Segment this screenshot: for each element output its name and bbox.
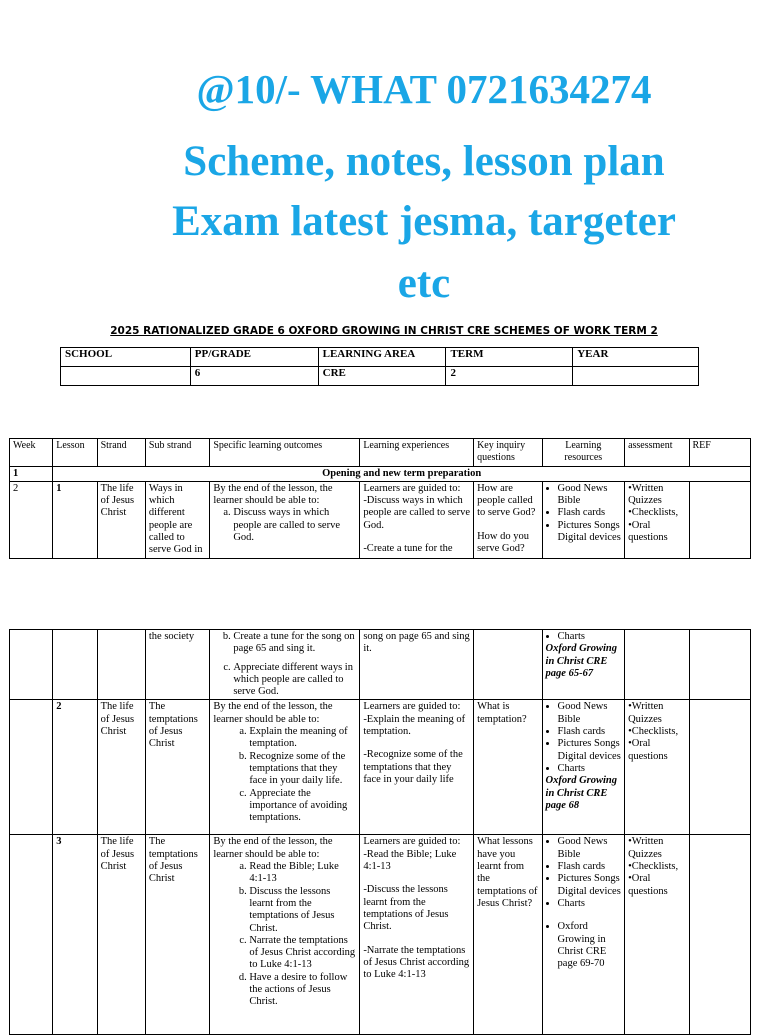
- promo-line-phone: @10/- WHAT 0721634274: [196, 66, 652, 112]
- promo-line-etc: etc: [397, 260, 451, 307]
- header-inquiry: Key inquiry questions: [474, 439, 542, 467]
- lesson1-resource-book: Oxford Growing in Christ CRE page 65-67: [545, 643, 618, 679]
- document-title: 2025 RATIONALIZED GRADE 6 OXFORD GROWING IN CHRIST CRE SCHEMES OF WORK TERM 2: [110, 325, 658, 337]
- term-label: TERM: [446, 348, 573, 367]
- lesson3-outcomes-intro: By the end of the lesson, the learner should be able to:: [213, 836, 333, 860]
- scheme-table-part1: [9, 438, 751, 559]
- lesson1-inquiry: [474, 481, 542, 558]
- week1-row: [10, 466, 751, 481]
- lesson1-substrand-cont: the society: [145, 630, 209, 700]
- lesson3-outcome-b: b. Discuss the lessons learnt from the temptations of Jesus Christ.: [249, 886, 356, 935]
- lesson1-inquiry-1: How are people called to serve God?: [477, 482, 536, 519]
- lesson2-substrand: The temptations of Jesus Christ: [145, 700, 209, 835]
- lesson1-outcomes-cont: [210, 630, 360, 700]
- lesson1-resource-charts: • Charts: [558, 631, 622, 643]
- lesson1-exp-tune-cont: song on page 65 and sing it.: [363, 631, 470, 655]
- header-lesson: Lesson: [53, 439, 97, 467]
- lesson1-outcome-b: b. Create a tune for the song on page 65 and sing it.: [233, 631, 356, 656]
- lesson1-ref-cont: [689, 630, 751, 700]
- grade-label: PP/GRADE: [190, 348, 318, 367]
- lesson1-ref: [689, 481, 751, 558]
- lesson1-experiences: [360, 481, 474, 558]
- lesson3-experiences: [360, 835, 474, 1035]
- lesson2-resource-bible: • Good News Bible: [558, 701, 622, 726]
- lesson1-experiences-cont: [360, 630, 474, 700]
- lesson1-assessment: [625, 481, 689, 558]
- lesson1-resources-cont: [542, 630, 625, 700]
- lesson3-exp-narrate: -Narrate the temptations of Jesus Christ according to Luke 4:1-13: [363, 944, 470, 981]
- grade-value: 6: [190, 367, 318, 386]
- lesson3-outcome-a: a. Read the Bible; Luke 4:1-13: [249, 861, 356, 886]
- lesson1-resource-flashcards: • Flash cards: [558, 507, 622, 519]
- lesson1-resources: [542, 481, 625, 558]
- lesson2-outcome-a: a. Explain the meaning of temptation.: [249, 726, 356, 751]
- school-label: SCHOOL: [61, 348, 191, 367]
- lesson1-outcome-c: c. Appreciate different ways in which people are called to serve God.: [233, 662, 356, 699]
- lesson3-resource-book: • Oxford Growing in Christ CRE page 69-70: [558, 921, 622, 970]
- lesson1-substrand: Ways in which different people are called to serve God in: [145, 481, 209, 558]
- lesson3-exp-discuss: -Discuss the lessons learnt from the temptations of Jesus Christ.: [363, 884, 449, 933]
- promo-line-exam: Exam latest jesma, targeter: [172, 198, 676, 245]
- week1-note: Opening and new term preparation: [53, 466, 751, 481]
- lesson2-row: [10, 700, 751, 835]
- lesson3-outcome-c: c. Narrate the temptations of Jesus Christ according to Luke 4:1-13: [249, 935, 356, 972]
- lesson3-resources: [542, 835, 625, 1035]
- lesson1-assess-quizzes: •Written Quizzes: [628, 482, 664, 507]
- lesson1-number-cont: [53, 630, 97, 700]
- lesson2-strand: The life of Jesus Christ: [97, 700, 145, 835]
- lesson1-resource-pictures: • Pictures Songs Digital devices: [558, 520, 622, 545]
- lesson2-assess-quizzes: •Written Quizzes: [628, 701, 664, 725]
- header-ref: REF: [689, 439, 751, 467]
- lesson3-number: 3: [53, 835, 97, 1035]
- lesson2-exp-intro: Learners are guided to:: [363, 701, 461, 713]
- header-resources: Learning resources: [542, 439, 625, 467]
- lesson1-row-part1: [10, 481, 751, 558]
- lesson2-resources: [542, 700, 625, 835]
- lesson2-assess-checklists: •Checklists,: [628, 726, 679, 738]
- lesson3-outcome-d: d. Have a desire to follow the actions of Jesus Christ.: [249, 972, 356, 1009]
- lesson1-exp-discuss: -Discuss ways in which people are called to serve God.: [363, 495, 471, 531]
- lesson1-outcome-a: a. Discuss ways in which people are called to serve God.: [233, 507, 356, 544]
- lesson1-row-part2: [10, 630, 751, 700]
- lesson3-strand: The life of Jesus Christ: [97, 835, 145, 1035]
- lesson2-experiences: [360, 700, 474, 835]
- lesson3-resource-charts: • Charts: [558, 898, 622, 910]
- lesson1-assess-oral: •Oral questions: [628, 519, 668, 544]
- year-label: YEAR: [573, 348, 699, 367]
- lesson3-inquiry: What lessons have you learnt from the temptations of Jesus Christ?: [474, 835, 542, 1035]
- header-week: Week: [10, 439, 53, 467]
- header-strand: Strand: [97, 439, 145, 467]
- lesson2-outcome-c: c. Appreciate the importance of avoiding temptations.: [249, 788, 356, 825]
- lesson2-exp-explain: -Explain the meaning of temptation.: [363, 713, 466, 738]
- lesson1-week-cont: [10, 630, 53, 700]
- lesson3-resource-pictures: • Pictures Songs Digital devices: [558, 873, 622, 898]
- header-experiences: Learning experiences: [360, 439, 474, 467]
- lesson3-assessment: [625, 835, 689, 1035]
- lesson1-assess-checklists: •Checklists,: [628, 507, 679, 519]
- school-value: [61, 367, 191, 386]
- lesson2-inquiry: What is temptation?: [474, 700, 542, 835]
- lesson2-outcomes-intro: By the end of the lesson, the learner should be able to:: [213, 701, 333, 725]
- lesson1-strand-cont: [97, 630, 145, 700]
- lesson1-inquiry-2: How do you serve God?: [477, 530, 529, 555]
- lesson1-exp-tune: -Create a tune for the: [363, 543, 453, 555]
- lesson1-outcomes: [210, 481, 360, 558]
- lesson3-exp-intro: Learners are guided to:: [363, 836, 461, 848]
- lesson2-resource-charts: • Charts: [558, 763, 622, 775]
- lesson3-assess-quizzes: •Written Quizzes: [628, 836, 664, 860]
- header-outcomes: Specific learning outcomes: [210, 439, 360, 467]
- lesson2-assess-oral: •Oral questions: [628, 738, 668, 762]
- lesson1-resource-bible: • Good News Bible: [558, 483, 622, 508]
- lesson3-week: [10, 835, 53, 1035]
- lesson2-assessment: [625, 700, 689, 835]
- term-value: 2: [446, 367, 573, 386]
- lesson1-inquiry-cont: [474, 630, 542, 700]
- scheme-table-part2: [9, 629, 751, 1035]
- lesson1-assessment-cont: [625, 630, 689, 700]
- lesson1-strand: The life of Jesus Christ: [97, 481, 145, 558]
- lesson3-resource-flashcards: • Flash cards: [558, 861, 622, 873]
- lesson1-number: 1: [53, 481, 97, 558]
- lesson3-assess-oral: •Oral questions: [628, 873, 668, 897]
- lesson3-exp-read: -Read the Bible; Luke 4:1-13: [363, 848, 457, 873]
- learning-area-value: CRE: [318, 367, 446, 386]
- lesson3-outcomes: [210, 835, 360, 1035]
- header-substrand: Sub strand: [145, 439, 209, 467]
- lesson3-ref: [689, 835, 751, 1035]
- year-value: [573, 367, 699, 386]
- lesson2-ref: [689, 700, 751, 835]
- lesson2-outcomes: [210, 700, 360, 835]
- lesson1-week: 2: [10, 481, 53, 558]
- lesson2-outcome-b: b. Recognize some of the temptations that they face in your daily life.: [249, 751, 356, 788]
- lesson3-assess-checklists: •Checklists,: [628, 861, 679, 873]
- lesson1-exp-intro: Learners are guided to:: [363, 482, 461, 494]
- header-row: [10, 439, 751, 467]
- lesson3-substrand: The temptations of Jesus Christ: [145, 835, 209, 1035]
- lesson2-resource-flashcards: • Flash cards: [558, 726, 622, 738]
- lesson2-resource-pictures: • Pictures Songs Digital devices: [558, 738, 622, 763]
- promo-line-scheme: Scheme, notes, lesson plan: [183, 138, 665, 185]
- week1-number: 1: [10, 466, 53, 481]
- lesson1-outcomes-intro: By the end of the lesson, the learner should be able to:: [213, 482, 333, 507]
- school-info-table: [60, 347, 699, 386]
- lesson2-resource-book: Oxford Growing in Christ CRE page 68: [545, 775, 618, 811]
- lesson3-resource-bible: • Good News Bible: [558, 836, 622, 861]
- header-assessment: assessment: [625, 439, 689, 467]
- lesson2-number: 2: [53, 700, 97, 835]
- lesson2-exp-recognize: -Recognize some of the temptations that they face in your daily life: [363, 749, 463, 785]
- lesson2-week: [10, 700, 53, 835]
- lesson3-row: [10, 835, 751, 1035]
- learning-area-label: LEARNING AREA: [318, 348, 446, 367]
